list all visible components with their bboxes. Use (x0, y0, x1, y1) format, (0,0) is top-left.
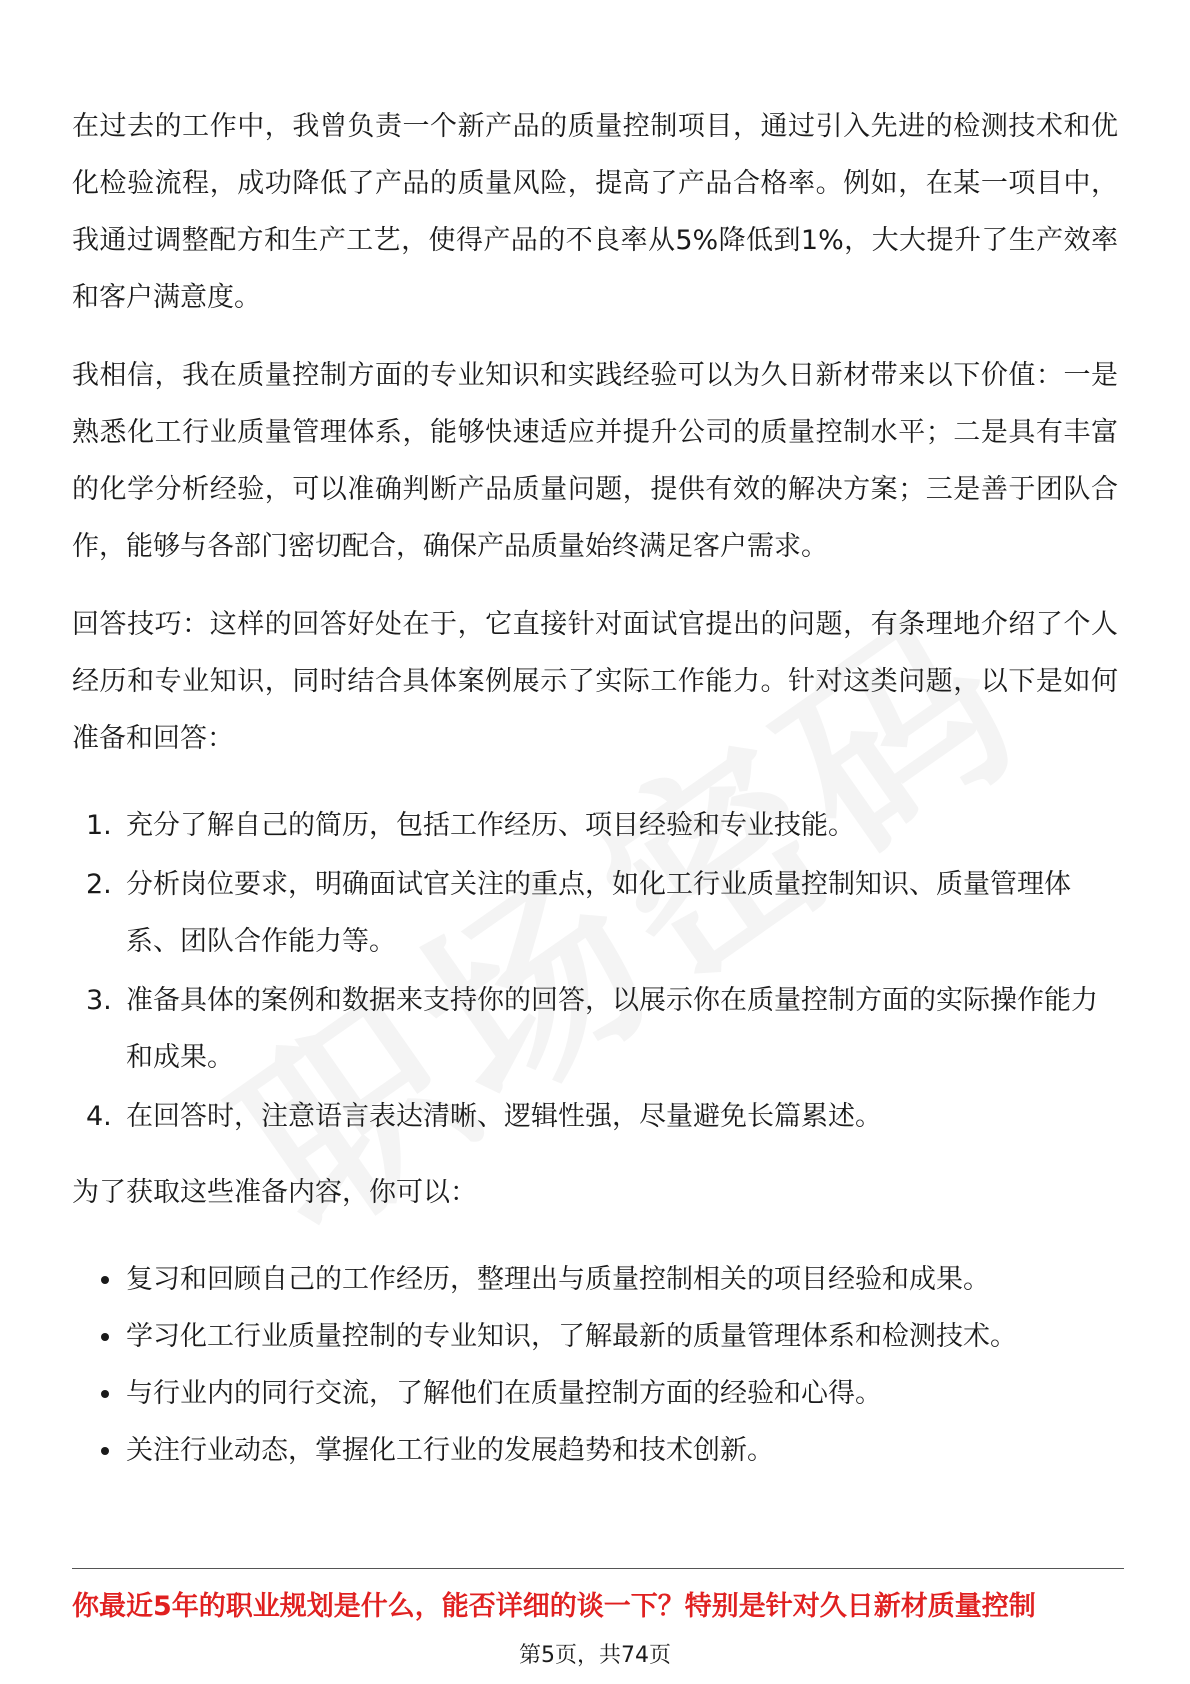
list-item (72, 797, 1118, 854)
preparation-tips-list (72, 1251, 1118, 1479)
preparation-steps-list (72, 797, 1118, 1145)
bullet-icon (101, 1276, 109, 1284)
list-item-text: 复习和回顾自己的工作经历，整理出与质量控制相关的项目经验和成果。 (126, 1264, 990, 1295)
bullet-icon (101, 1447, 109, 1455)
list-item (72, 856, 1118, 970)
page-content (72, 98, 1118, 1479)
list-item-text: 准备具体的案例和数据来支持你的回答，以展示你在质量控制方面的实际操作能力和成果。 (126, 985, 1098, 1073)
section-divider (72, 1568, 1124, 1569)
list-item-text: 分析岗位要求，明确面试官关注的重点，如化工行业质量控制知识、质量管理体系、团队合作能力等。 (126, 869, 1071, 957)
list-item-number: 1. (86, 810, 112, 841)
paragraph-value: 我相信，我在质量控制方面的专业知识和实践经验可以为久日新材带来以下价值：一是熟悉化工行业质量管理体系，能够快速适应并提升公司的质量控制水平；二是具有丰富的化学分析经验，可以准确判断产品质量问题，提供有效的解决方案；三是善于团队合作，能够与各部门密切配合，确保产品质量始终满足客户需求。 (72, 360, 1118, 562)
list-item-text: 充分了解自己的简历，包括工作经历、项目经验和专业技能。 (126, 810, 855, 841)
next-question-heading: 你最近5年的职业规划是什么，能否详细的谈一下？特别是针对久日新材质量控制 (72, 1591, 1036, 1622)
bullet-icon (101, 1390, 109, 1398)
list-item (72, 1365, 1118, 1422)
list-item (72, 972, 1118, 1086)
list-item-number: 4. (86, 1101, 112, 1132)
list-item-text: 与行业内的同行交流，了解他们在质量控制方面的经验和心得。 (126, 1378, 882, 1409)
paragraph-answer-tips: 回答技巧：这样的回答好处在于，它直接针对面试官提出的问题，有条理地介绍了个人经历和专业知识，同时结合具体案例展示了实际工作能力。针对这类问题，以下是如何准备和回答： (72, 609, 1118, 754)
bullet-icon (101, 1333, 109, 1341)
list-item (72, 1308, 1118, 1365)
paragraph-prep-intro: 为了获取这些准备内容，你可以： (72, 1177, 477, 1208)
list-item (72, 1088, 1118, 1145)
list-item-text: 关注行业动态，掌握化工行业的发展趋势和技术创新。 (126, 1435, 774, 1466)
page-number-footer: 第5页，共74页 (519, 1643, 671, 1668)
list-item-number: 2. (86, 869, 112, 900)
list-item (72, 1422, 1118, 1479)
list-item-text: 在回答时，注意语言表达清晰、逻辑性强，尽量避免长篇累述。 (126, 1101, 882, 1132)
list-item-number: 3. (86, 985, 112, 1016)
list-item-text: 学习化工行业质量控制的专业知识，了解最新的质量管理体系和检测技术。 (126, 1321, 1017, 1352)
list-item (72, 1251, 1118, 1308)
paragraph-experience: 在过去的工作中，我曾负责一个新产品的质量控制项目，通过引入先进的检测技术和优化检验流程，成功降低了产品的质量风险，提高了产品合格率。例如，在某一项目中，我通过调整配方和生产工艺，使得产品的不良率从5%降低到1%，大大提升了生产效率和客户满意度。 (72, 111, 1118, 313)
